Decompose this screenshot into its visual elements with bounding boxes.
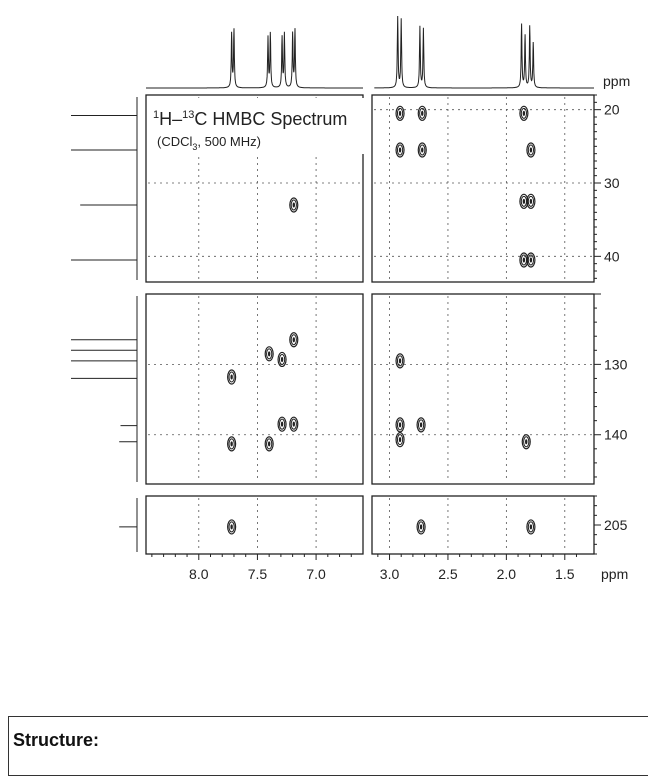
- x-tick-label: 2.0: [496, 566, 517, 582]
- c13-spectrum: [71, 97, 137, 552]
- cross-peak: [527, 520, 535, 534]
- title-sup-1: 1: [153, 109, 160, 121]
- x-tick-label: 7.0: [306, 566, 326, 582]
- cross-peak: [520, 106, 528, 120]
- cross-peak: [228, 370, 236, 384]
- c13-trace: [119, 498, 137, 552]
- y-unit-label: ppm: [603, 73, 631, 89]
- panel-top-right: [372, 95, 594, 282]
- h1-trace-aromatic: [146, 28, 363, 88]
- c13-trace: [71, 296, 137, 482]
- x-tick-label: 3.0: [379, 566, 400, 582]
- subtitle-a: (CDCl: [157, 134, 193, 149]
- structure-box: [8, 716, 648, 776]
- cross-peak: [265, 437, 273, 451]
- h1-spectrum: [146, 16, 594, 88]
- h1-trace-aliphatic: [374, 16, 594, 88]
- cross-peak: [290, 333, 298, 347]
- c13-trace: [71, 97, 137, 280]
- y-tick-label: 205: [604, 517, 628, 533]
- y-tick-label: 20: [604, 101, 620, 118]
- x-tick-label: 7.5: [247, 566, 268, 582]
- cross-peak: [418, 106, 426, 120]
- panel-bot-right: [372, 496, 594, 554]
- axis-ticks: [152, 95, 601, 560]
- panel-mid-left: [146, 294, 363, 484]
- subtitle-b: , 500 MHz): [197, 134, 261, 149]
- cross-peak: [396, 143, 404, 157]
- x-tick-labels: [189, 566, 575, 582]
- cross-peak: [527, 143, 535, 157]
- x-tick-label: 1.5: [555, 566, 575, 582]
- cross-peak: [290, 198, 298, 212]
- cross-peak: [396, 106, 404, 120]
- y-tick-label: 130: [604, 356, 628, 373]
- cross-peak: [418, 143, 426, 157]
- x-tick-label: 2.5: [438, 566, 458, 582]
- cross-peak: [228, 520, 236, 534]
- cross-peak: [527, 253, 535, 267]
- cross-peak: [522, 435, 530, 449]
- y-tick-label: 140: [604, 426, 628, 443]
- cross-peak: [278, 352, 286, 366]
- cross-peak: [278, 417, 286, 431]
- cross-peak: [228, 437, 236, 451]
- y-tick-label: 30: [604, 175, 620, 191]
- cross-peak: [396, 418, 404, 432]
- title-c: C HMBC Spectrum: [194, 109, 348, 129]
- x-tick-label: 8.0: [189, 566, 209, 582]
- cross-peak: [396, 354, 404, 368]
- cross-peak: [265, 347, 273, 361]
- x-unit-label: ppm: [601, 566, 629, 582]
- panel-mid-right: [372, 294, 594, 484]
- title-h: H–: [159, 109, 183, 129]
- panel-frames: [146, 95, 594, 554]
- title-sup-13: 13: [182, 109, 195, 121]
- structure-label: Structure:: [13, 730, 100, 750]
- panel-bot-left: [146, 496, 363, 554]
- y-tick-labels: [604, 102, 628, 533]
- y-tick-label: 40: [604, 248, 620, 265]
- cross-peak: [417, 418, 425, 432]
- cross-peaks: [228, 106, 535, 534]
- cross-peak: [290, 417, 298, 431]
- subtitle-sub: 3: [192, 142, 198, 152]
- cross-peak: [527, 194, 535, 208]
- cross-peak: [396, 433, 404, 447]
- cross-peak: [417, 520, 425, 534]
